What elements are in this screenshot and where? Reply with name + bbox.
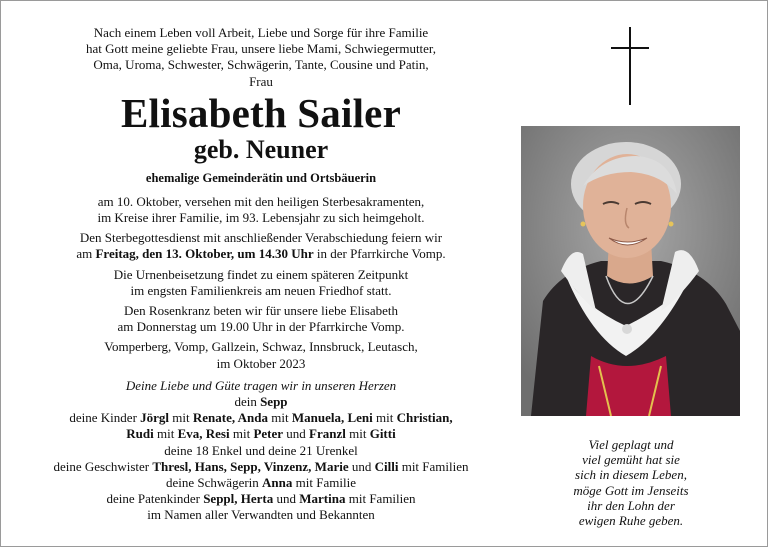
death-notice-line: im Kreise ihrer Familie, im 93. Lebensjahr zu sich heimgeholt.	[97, 210, 425, 226]
mourner-line	[15, 491, 507, 507]
deceased-name: Elisabeth Sailer	[121, 89, 401, 136]
urn-line: im engsten Familienkreis am neuen Friedhof statt.	[130, 282, 392, 298]
mourner-name: Peter	[253, 426, 284, 442]
rosary	[15, 303, 507, 335]
mourner-text: mit Familien	[398, 458, 469, 474]
mourner-name: Anna	[262, 475, 293, 491]
mourner-name: Thresl, Hans, Sepp, Vinzenz, Marie	[152, 458, 349, 474]
mourner-line	[15, 426, 507, 442]
funeral-service	[15, 230, 507, 262]
mourner-name: Franzl	[309, 426, 346, 442]
mourner-text: deine Patenkinder	[106, 491, 204, 507]
mourner-text: mit	[153, 426, 178, 442]
death-notice-line: am 10. Oktober, versehen mit den heiligen Sterbesakramenten,	[97, 193, 425, 209]
mourner-line	[15, 507, 507, 523]
poem-line: möge Gott im Jenseits	[573, 482, 689, 498]
rosary-line: Den Rosenkranz beten wir für unsere liebe Elisabeth	[124, 303, 398, 319]
mourner-name: Cilli	[374, 458, 399, 474]
mourner-text: mit	[268, 410, 292, 426]
mourner-text: dein	[234, 394, 261, 410]
mourner-text: mit	[372, 410, 397, 426]
intro-line: Frau	[249, 73, 273, 89]
urn-line: Die Urnenbeisetzung findet zu einem späteren Zeitpunkt	[113, 266, 409, 282]
mourner-name: Sepp	[260, 394, 288, 410]
mourner-text: deine Schwägerin	[166, 475, 263, 491]
mourner-line	[15, 394, 507, 410]
service-text: am	[76, 246, 96, 262]
mourner-name: Manuela, Leni	[291, 410, 373, 426]
date-line: im Oktober 2023	[216, 355, 306, 371]
service-date: Freitag, den 13. Oktober, um 14.30 Uhr	[95, 246, 314, 262]
mourner-line	[15, 443, 507, 459]
mourner-text: deine Geschwister	[53, 458, 153, 474]
mourner-name: Rudi	[126, 426, 154, 442]
mourners-list	[15, 394, 507, 524]
mourner-text: mit	[345, 426, 370, 442]
service-line	[15, 246, 507, 262]
rosary-line: am Donnerstag um 19.00 Uhr in der Pfarrkirche Vomp.	[117, 319, 405, 335]
portrait-photo	[521, 126, 740, 416]
mourner-text: mit	[229, 426, 254, 442]
cross-icon	[611, 27, 649, 105]
mourner-name: Eva, Resi	[177, 426, 230, 442]
poem-line: ihr den Lohn der	[587, 497, 675, 513]
urn-burial	[15, 267, 507, 299]
mourner-text: deine 18 Enkel und deine 21 Urenkel	[164, 442, 358, 458]
poem-line: Viel geplagt und	[588, 437, 674, 452]
service-line: Den Sterbegottesdienst mit anschließender Verabschiedung feiern wir	[79, 230, 443, 246]
place-date	[15, 339, 507, 371]
memorial-poem	[527, 437, 735, 528]
mourner-text: und	[273, 491, 300, 507]
mourner-name: Seppl, Herta	[203, 491, 274, 507]
memorial-quote: Deine Liebe und Güte tragen wir in unseren Herzen	[125, 377, 397, 393]
intro-line: Nach einem Leben voll Arbeit, Liebe und Sorge für ihre Familie	[93, 25, 429, 40]
mourner-line	[15, 459, 507, 475]
mourner-name: Martina	[299, 491, 346, 507]
intro-text	[15, 25, 507, 90]
service-text: in der Pfarrkirche Vomp.	[313, 246, 446, 262]
mourner-line	[15, 410, 507, 426]
mourner-text: mit Familie	[292, 475, 356, 491]
mourner-text: und	[348, 458, 375, 474]
mourner-text: deine Kinder	[69, 410, 141, 426]
mourner-text: und	[283, 426, 310, 442]
intro-line: Oma, Uroma, Schwester, Schwägerin, Tante, Cousine und Patin,	[93, 57, 429, 73]
mourner-name: Renate, Anda	[192, 410, 269, 426]
intro-line: hat Gott meine geliebte Frau, unsere liebe Mami, Schwiegermutter,	[85, 41, 436, 57]
poem-line: sich in diesem Leben,	[575, 467, 687, 483]
obituary-text-column	[15, 25, 507, 524]
mourner-name: Jörgl	[140, 410, 170, 426]
mourner-text: mit	[169, 410, 193, 426]
birth-name: geb. Neuner	[193, 134, 329, 164]
poem-line: ewigen Ruhe geben.	[578, 513, 684, 529]
poem-line: viel gemüht hat sie	[582, 452, 680, 468]
mourner-name: Christian,	[396, 410, 453, 426]
mourner-text: im Namen aller Verwandten und Bekannten	[147, 507, 375, 523]
death-notice	[15, 194, 507, 226]
mourner-text: mit Familien	[345, 491, 416, 507]
mourner-line	[15, 475, 507, 491]
place-line: Vomperberg, Vomp, Gallzein, Schwaz, Innsbruck, Leutasch,	[104, 339, 418, 355]
deceased-role: ehemalige Gemeinderätin und Ortsbäuerin	[145, 170, 377, 185]
mourner-name: Gitti	[369, 426, 396, 442]
